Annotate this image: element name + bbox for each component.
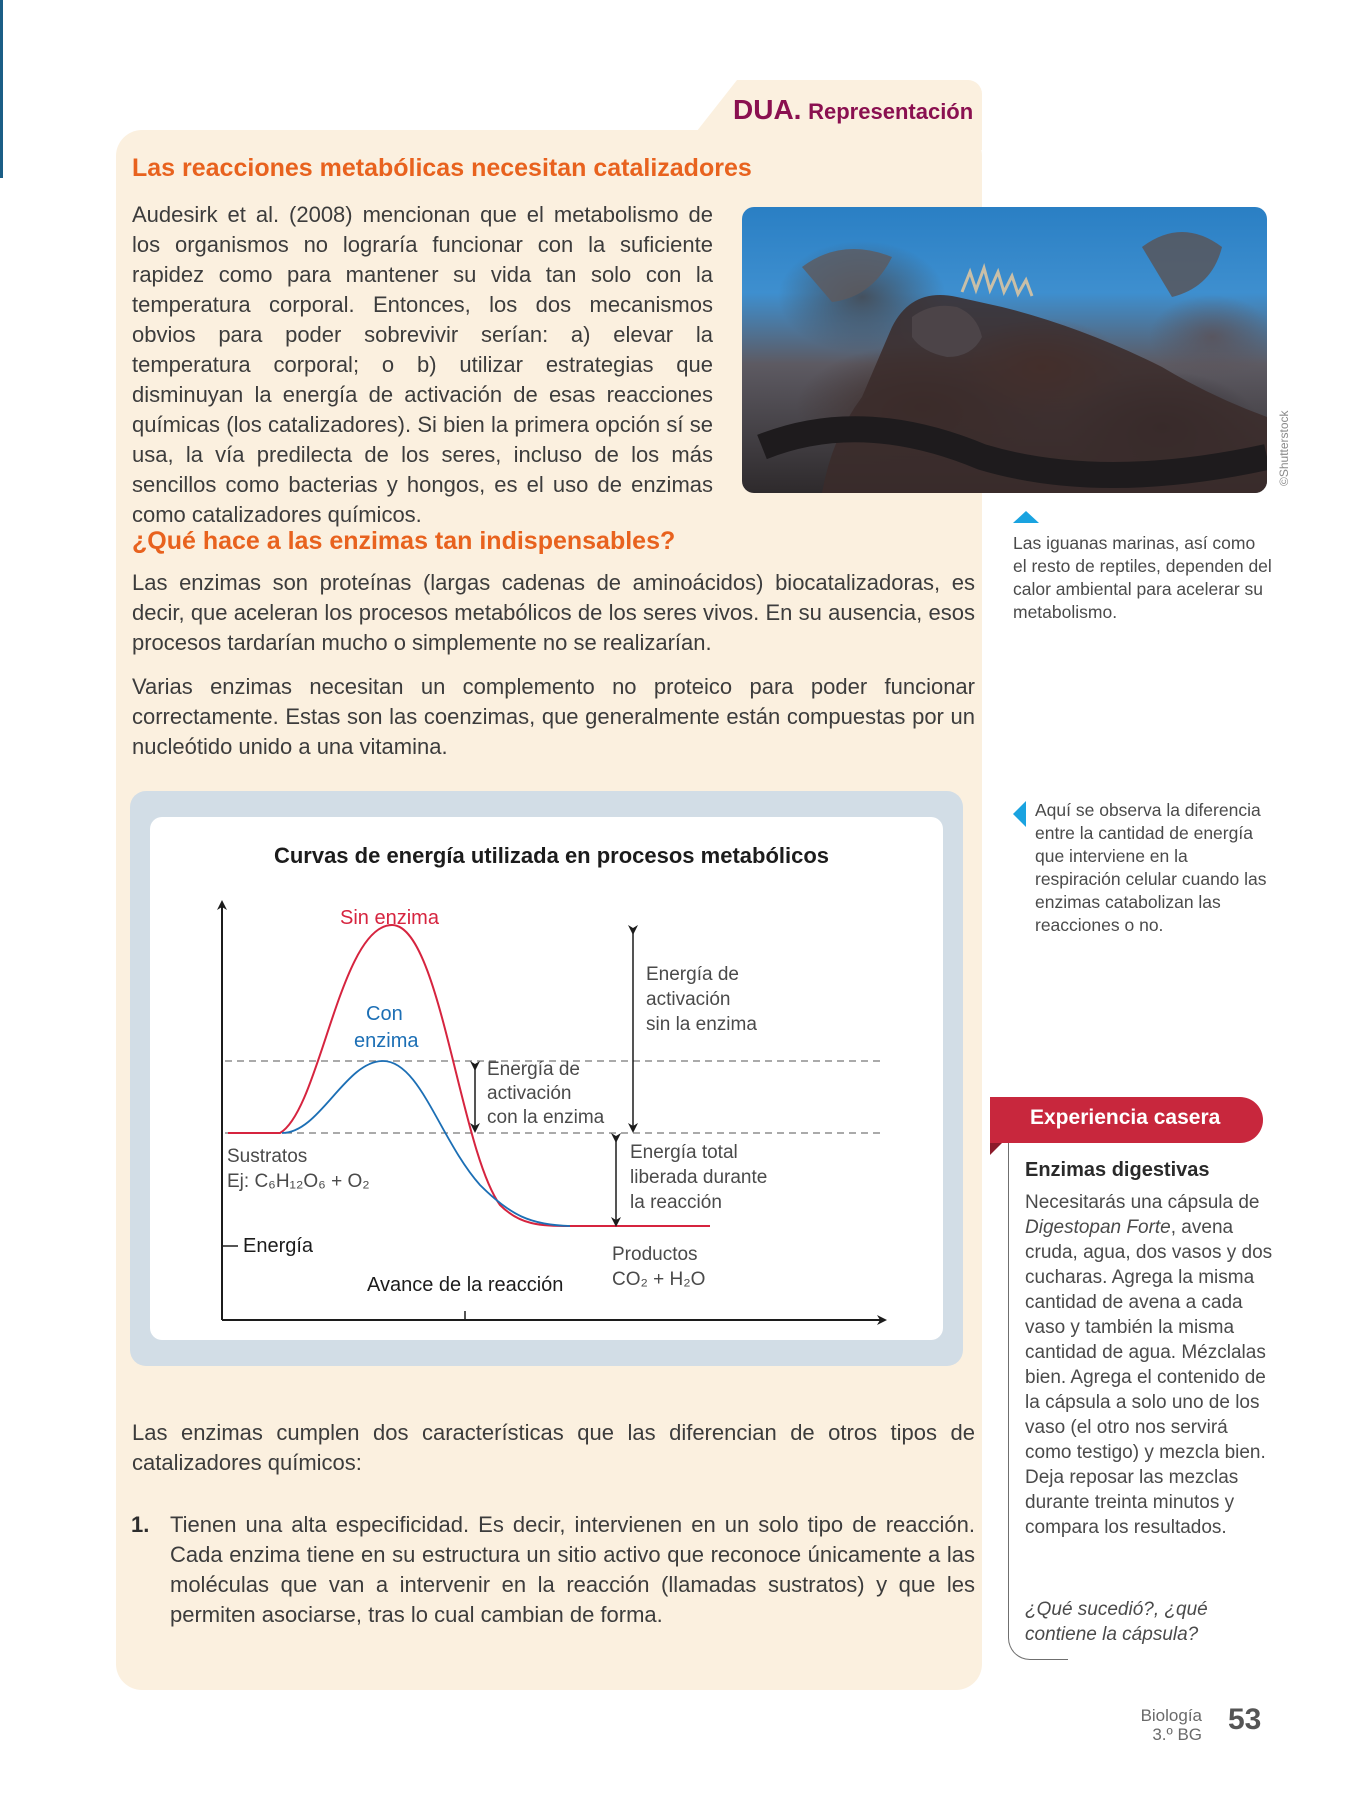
dua-prefix: DUA. [733,94,802,125]
label-sin-enzima: Sin enzima [340,907,439,929]
label-total-3: la reacción [630,1192,722,1213]
paragraph-characteristics: Las enzimas cumplen dos características que las diferencian de otros tipos de catalizadores químicos: [132,1420,975,1475]
photo-credit: ©Shutterstock [1277,410,1291,486]
label-ea-sin-2: activación [646,989,731,1010]
label-con-enzima-2: enzima [354,1030,419,1052]
experiencia-title: Enzimas digestivas [1025,1159,1210,1181]
list-number-1: 1. [131,1512,150,1537]
dua-representation: Representación [808,99,974,124]
paragraph-metabolism: Audesirk et al. (2008) mencionan que el metabolismo de los organismos no lograría funcionar con la suficiente rapidez como para mantener su vida tan solo con la temperatura corporal. Entonces, los dos mecanismos obvios para poder sobrevivir serían: a) elevar la temperatura corporal; o b) utilizar estrategias que disminuyan la energía de activación de esas reacciones químicas (los catalizadores). Si bien la primera opción sí se usa, la vía predilecta de los seres, incluso de los más sencillos como bacterias y hongos, es el uso de enzimas como catalizadores químicos. [132,202,713,527]
footer-grade: 3.º BG [1152,1725,1202,1744]
label-sustratos-formula: Ej: C₆H₁₂O₆ + O₂ [227,1171,370,1192]
instructions-rest: , avena cruda, agua, dos vasos y dos cucharas. Agrega la misma cantidad de avena a cada vaso y también la misma cantidad de agua. Mézclalas bien. Agrega el contenido de la cápsula a solo uno de los vaso (el otro nos servirá como testigo) y mezcla bien. Deja reposar las mezclas durante treinta minutos y compara los resultados. [1025,1217,1273,1538]
label-ea-con-1: Energía de [487,1059,580,1080]
section-title-catalysts: Las reacciones metabólicas necesitan catalizadores [132,154,752,182]
chart-caption: Aquí se observa la diferencia entre la cantidad de energía que interviene en la respiración celular cuando las enzimas catabolizan las reacciones o no. [1035,800,1267,935]
label-energia: Energía [243,1235,314,1257]
label-productos: Productos [612,1244,698,1265]
label-avance: Avance de la reacción [367,1274,564,1296]
photo-caption: Las iguanas marinas, así como el resto de reptiles, dependen del calor ambiental para acelerar su metabolismo. [1013,533,1272,622]
product-name: Digestopan Forte [1025,1217,1171,1238]
experiencia-question: ¿Qué sucedió?, ¿qué contiene la cápsula? [1025,1599,1208,1645]
chart-title: Curvas de energía utilizada en procesos metabólicos [273,843,830,868]
instructions-start: Necesitarás una cápsula de [1025,1192,1260,1213]
paragraph-enzymes-definition: Las enzimas son proteínas (largas cadenas de aminoácidos) biocatalizadoras, es decir, que aceleran los procesos metabólicos de los seres vivos. En su ausencia, esos procesos tardarían mucho o simplemente no se realizarían. [132,570,975,655]
section-title-enzymes: ¿Qué hace a las enzimas tan indispensables? [132,527,676,555]
label-productos-formula: CO₂ + H₂O [612,1269,706,1290]
label-ea-sin-3: sin la enzima [646,1014,757,1035]
page-number: 53 [1228,1703,1262,1736]
footer-subject [1120,1706,1202,1744]
list-item-specificity: Tienen una alta especificidad. Es decir, intervienen en un solo tipo de reacción. Cada enzima tiene en su estructura un sitio activo que reconoce únicamente a las moléculas que van a intervenir en la reacción (llamadas sustratos) y que les permiten asociarse, tras lo cual cambian de forma. [170,1512,975,1627]
footer-subject-name: Biología [1140,1706,1202,1725]
label-con-enzima-1: Con [366,1003,403,1025]
experiencia-instructions [1025,1190,1275,1540]
experiencia-fold [990,1143,1002,1155]
label-sustratos: Sustratos [227,1146,308,1167]
label-total-2: liberada durante [630,1167,768,1188]
label-ea-con-2: activación [487,1083,572,1104]
label-total-1: Energía total [630,1142,738,1163]
paragraph-coenzymes: Varias enzimas necesitan un complemento no proteico para poder funcionar correctamente. Estas son las coenzimas, que generalmente están compuestas por un nucleótido unido a una vitamina. [132,674,975,759]
label-ea-sin-1: Energía de [646,964,739,985]
experiencia-header-label: Experiencia casera [1030,1106,1221,1129]
label-ea-con-3: con la enzima [487,1107,605,1128]
